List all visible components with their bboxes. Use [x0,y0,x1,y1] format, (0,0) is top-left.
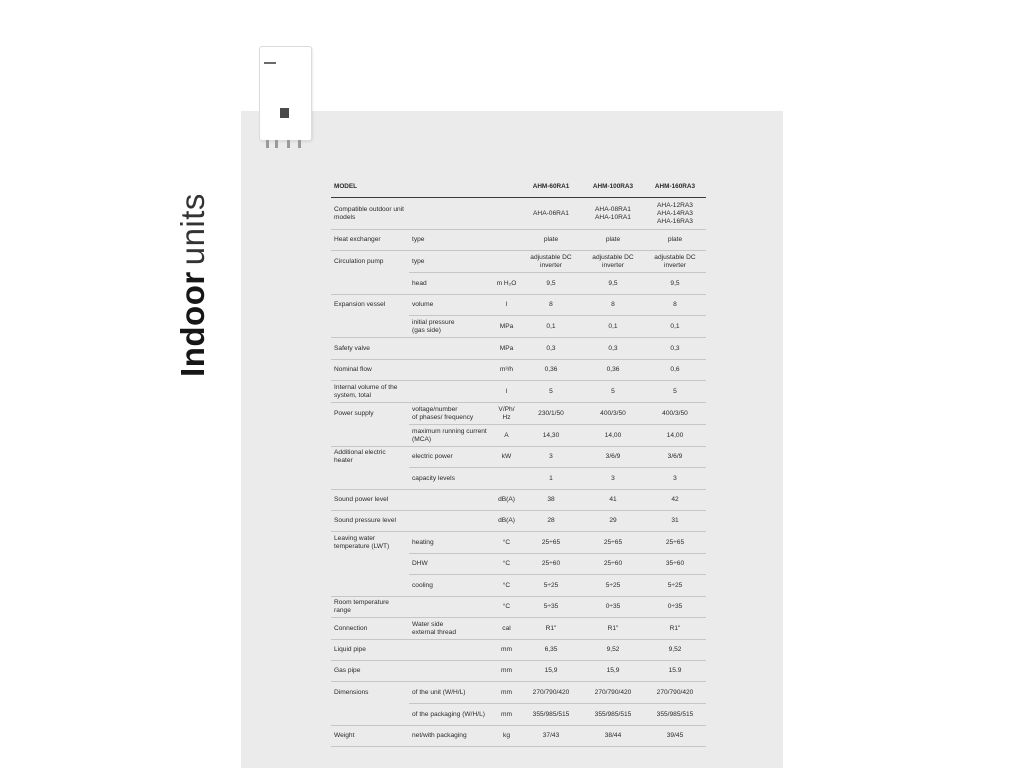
row-parameter: volume [409,295,493,316]
row-value-3: 400/3/50 [644,403,706,425]
row-label: Gas pipe [331,661,409,682]
row-unit: mm [493,640,520,661]
row-parameter [409,490,493,511]
row-value-3: 42 [644,490,706,511]
row-value-3: 9,5 [644,273,706,295]
row-parameter [409,360,493,381]
row-value-2: 3/6/9 [582,447,644,468]
row-unit: mm [493,661,520,682]
row-value-1: 14,30 [520,425,582,447]
row-unit: A [493,425,520,447]
row-value-1: 5 [520,381,582,403]
row-value-1: 355/985/515 [520,704,582,726]
row-unit: cal [493,618,520,640]
row-value-1: 6,35 [520,640,582,661]
row-label: Circulation pump [334,257,384,265]
row-label: Weight [331,726,409,747]
row-label [331,704,409,726]
unit-display-panel [280,108,289,118]
header-model-2: AHM-100RA3 [582,176,644,198]
page-title [175,170,211,400]
row-value-2: 9,52 [582,640,644,661]
row-value-1: 0,1 [520,316,582,338]
row-label [331,468,409,490]
row-value-2: plate [582,230,644,251]
row-label: Sound pressure level [331,511,409,532]
header-model: MODEL [331,176,409,198]
pipe-connector [275,140,278,148]
indoor-unit-image [258,45,312,149]
row-label: Room temperature range [331,597,409,618]
spec-table [331,176,709,747]
row-value-1: 8 [520,295,582,316]
row-value-3: 3/6/9 [644,447,706,468]
row-value-3: plate [644,230,706,251]
row-label: Liquid pipe [331,640,409,661]
row-value-3: 0,3 [644,338,706,360]
row-parameter: of the packaging (W/H/L) [409,704,493,726]
row-unit: l [493,295,520,316]
row-value-1: 38 [520,490,582,511]
row-value-2: 0,3 [582,338,644,360]
row-value-2: 9,5 [582,273,644,295]
row-unit [493,230,520,251]
row-value-1: 37/43 [520,726,582,747]
row-value-2: 29 [582,511,644,532]
row-value-2: AHA-08RA1 AHA-10RA1 [582,198,644,230]
row-value-2: 0÷35 [582,597,644,618]
row-label: Safety valve [331,338,409,360]
row-parameter: net/with packaging [409,726,493,747]
pipe-connector [298,140,301,148]
row-value-3: 25÷65 [644,532,706,554]
row-value-3: 39/45 [644,726,706,747]
row-parameter [409,511,493,532]
row-value-1: plate [520,230,582,251]
row-value-2: 8 [582,295,644,316]
row-value-2: 5÷25 [582,575,644,597]
row-value-1: AHA-06RA1 [520,198,582,230]
row-value-1: 0,36 [520,360,582,381]
row-parameter: initial pressure (gas side) [409,316,493,338]
row-value-2: R1" [582,618,644,640]
row-value-3: 15.9 [644,661,706,682]
row-label: Internal volume of the system, total [331,381,409,403]
row-value-3: adjustable DC inverter [644,251,706,273]
row-unit: °C [493,597,520,618]
row-label: Expansion vessel [334,301,386,308]
row-value-3: 31 [644,511,706,532]
row-unit: kW [493,447,520,468]
row-value-1: 270/790/420 [520,682,582,704]
row-parameter [409,338,493,360]
row-value-2: adjustable DC inverter [582,251,644,273]
pipe-connector [287,140,290,148]
row-parameter: heating [409,532,493,554]
row-value-3: 355/985/515 [644,704,706,726]
row-parameter: type [409,230,493,251]
row-unit: m³/h [493,360,520,381]
row-value-2: 25÷60 [582,554,644,575]
row-value-2: 14,00 [582,425,644,447]
row-unit [493,198,520,230]
row-value-3: AHA-12RA3 AHA-14RA3 AHA-16RA3 [644,198,706,230]
row-value-2: 355/985/515 [582,704,644,726]
row-unit: MPa [493,316,520,338]
row-value-1: 25÷60 [520,554,582,575]
row-value-1: 230/1/50 [520,403,582,425]
row-parameter: capacity levels [409,468,493,490]
row-unit [493,251,520,273]
row-value-2: 15,9 [582,661,644,682]
row-label: Compatible outdoor unit models [331,198,409,230]
row-label [331,316,409,338]
row-unit: MPa [493,338,520,360]
row-value-2: 270/790/420 [582,682,644,704]
row-value-1: 0,3 [520,338,582,360]
page-title-bold: Indoor [174,271,211,377]
row-label [331,425,409,447]
row-value-1: 5÷35 [520,597,582,618]
header-blank [493,176,520,198]
row-parameter: type [409,251,493,273]
row-value-3: 0,1 [644,316,706,338]
row-value-3: 14,00 [644,425,706,447]
row-value-1: 1 [520,468,582,490]
row-value-2: 25÷65 [582,532,644,554]
row-value-3: 3 [644,468,706,490]
header-blank [409,176,493,198]
row-parameter: electric power [409,447,493,468]
row-label: Sound power level [331,490,409,511]
row-value-3: 270/790/420 [644,682,706,704]
row-label: Power supply [334,409,374,417]
row-value-1: adjustable DC inverter [520,251,582,273]
row-unit: dB(A) [493,490,520,511]
row-value-3: R1" [644,618,706,640]
row-parameter [409,381,493,403]
row-value-1: 5÷25 [520,575,582,597]
row-value-1: 25÷65 [520,532,582,554]
header-model-1: AHM-60RA1 [520,176,582,198]
header-model-3: AHM-160RA3 [644,176,706,198]
row-label: Leaving water temperature (LWT) [334,534,390,550]
row-parameter: cooling [409,575,493,597]
row-unit: °C [493,575,520,597]
row-parameter: Water side external thread [409,618,493,640]
row-value-1: 3 [520,447,582,468]
row-unit [493,468,520,490]
row-parameter [409,198,493,230]
row-value-1: R1" [520,618,582,640]
row-value-2: 3 [582,468,644,490]
row-unit: dB(A) [493,511,520,532]
row-value-3: 0,6 [644,360,706,381]
row-value-2: 400/3/50 [582,403,644,425]
row-unit: kg [493,726,520,747]
row-label: Dimensions [334,688,369,696]
row-unit: m H₂O [493,273,520,295]
row-unit: °C [493,554,520,575]
row-label: Connection [331,618,409,640]
row-unit: V/Ph/ Hz [493,403,520,425]
page-title-light: units [174,193,211,266]
row-label [331,554,409,575]
row-value-2: 0,36 [582,360,644,381]
row-value-3: 5 [644,381,706,403]
pipe-connector [266,140,269,148]
row-label [331,575,409,597]
row-value-2: 41 [582,490,644,511]
unit-body [259,46,312,141]
row-parameter: DHW [409,554,493,575]
row-value-3: 35÷60 [644,554,706,575]
row-unit: mm [493,704,520,726]
row-parameter: voltage/number of phases/ frequency [409,403,493,425]
row-value-3: 0÷35 [644,597,706,618]
row-value-2: 5 [582,381,644,403]
row-label: Additional electric heater [334,449,386,464]
row-value-3: 9,52 [644,640,706,661]
row-parameter: of the unit (W/H/L) [409,682,493,704]
row-unit: mm [493,682,520,704]
row-parameter [409,640,493,661]
brand-logo-mark [264,62,276,64]
row-label [331,273,409,295]
row-value-2: 0,1 [582,316,644,338]
row-value-1: 15,9 [520,661,582,682]
row-unit: °C [493,532,520,554]
row-parameter [409,597,493,618]
row-parameter: maximum running current (MCA) [409,425,493,447]
spec-table-header [331,176,706,198]
row-value-3: 5÷25 [644,575,706,597]
spec-table-body [331,198,706,747]
row-value-1: 9,5 [520,273,582,295]
row-parameter [409,661,493,682]
row-parameter: head [409,273,493,295]
row-value-1: 28 [520,511,582,532]
row-value-2: 38/44 [582,726,644,747]
row-label: Nominal flow [331,360,409,381]
row-label: Heat exchanger [331,230,409,251]
row-unit: l [493,381,520,403]
row-value-3: 8 [644,295,706,316]
